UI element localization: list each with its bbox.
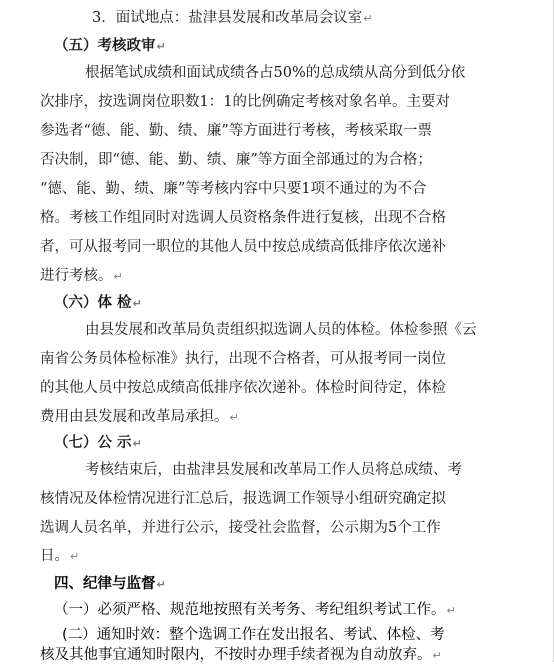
- paragraph-line: 南省公务员体检标准》执行，出现不合格者，可从报考同一岗位: [40, 351, 446, 367]
- paragraph-mark: ↵: [132, 437, 142, 450]
- paragraph-line: 次排序，按选调岗位职数1：1的比例确定考核对象名单。主要对: [40, 94, 450, 110]
- paragraph-mark: ↵: [156, 40, 166, 53]
- paragraph-line: 否决制，即“德、能、勤、绩、廉”等方面全部通过的为合格；: [40, 152, 432, 168]
- paragraph-mark: ↵: [446, 604, 456, 617]
- paragraph-line: 选调人员名单，并进行公示，接受社会监督，公示期为5个工作: [40, 520, 441, 536]
- discipline-item-1: （一）必须严格、规范地按照有关考务、考纪组织考试工作。↵: [54, 602, 456, 618]
- paragraph-line: 的其他人员中按总成绩高低排序依次递补。体检时间待定，体检: [40, 380, 446, 396]
- section-heading-5: （五）考核政审↵: [54, 38, 166, 54]
- section-heading-6: （六）体 检↵: [54, 295, 142, 311]
- paragraph-line: 进行考核。↵: [40, 268, 123, 284]
- paragraph-mark: ↵: [229, 411, 239, 424]
- section-heading-discipline: 四、纪律与监督↵: [54, 576, 166, 592]
- paragraph-line: 根据笔试成绩和面试成绩各占50%的总成绩从高分到低分依: [85, 65, 466, 81]
- paragraph-mark: ↵: [156, 578, 166, 591]
- paragraph-mark: ↵: [70, 550, 80, 563]
- paragraph-line: “德、能、勤、绩、廉”等考核内容中只要1项不通过的为不合: [40, 181, 427, 197]
- paragraph-line: 日。↵: [40, 548, 80, 564]
- paragraph-mark: ↵: [432, 649, 442, 662]
- paragraph-line: 参选者“德、能、勤、绩、廉”等方面进行考核，考核采取一票: [40, 123, 432, 139]
- interview-location-line: 3．面试地点：盐津县发展和改革局会议室↵: [92, 10, 373, 26]
- document-body: [40, 0, 511, 662]
- paragraph-line: 由县发展和改革局负责组织拟选调人员的体检。体检参照《云: [85, 322, 477, 338]
- paragraph-mark: ↵: [132, 297, 142, 310]
- paragraph-line: 格。考核工作组同时对选调人员资格条件进行复核，出现不合格: [40, 210, 446, 226]
- paragraph-mark: ↵: [113, 270, 123, 283]
- paragraph-line: 费用由县发展和改革局承担。↵: [40, 409, 239, 425]
- paragraph-line: 考核结束后，由盐津县发展和改革局工作人员将总成绩、考: [85, 462, 462, 478]
- paragraph-mark: ↵: [363, 12, 373, 25]
- discipline-item-2: (二）通知时效：整个选调工作在发出报名、考试、体检、考: [62, 627, 445, 643]
- paragraph-line: 核情况及体检情况进行汇总后，报选调工作领导小组研究确定拟: [40, 491, 446, 507]
- discipline-item-2-cont: 核及其他事宜通知时限内，不按时办理手续者视为自动放弃。↵: [40, 647, 442, 663]
- section-heading-7: （七）公 示↵: [54, 435, 142, 451]
- paragraph-line: 者，可从报考同一职位的其他人员中按总成绩高低排序依次递补: [40, 239, 446, 255]
